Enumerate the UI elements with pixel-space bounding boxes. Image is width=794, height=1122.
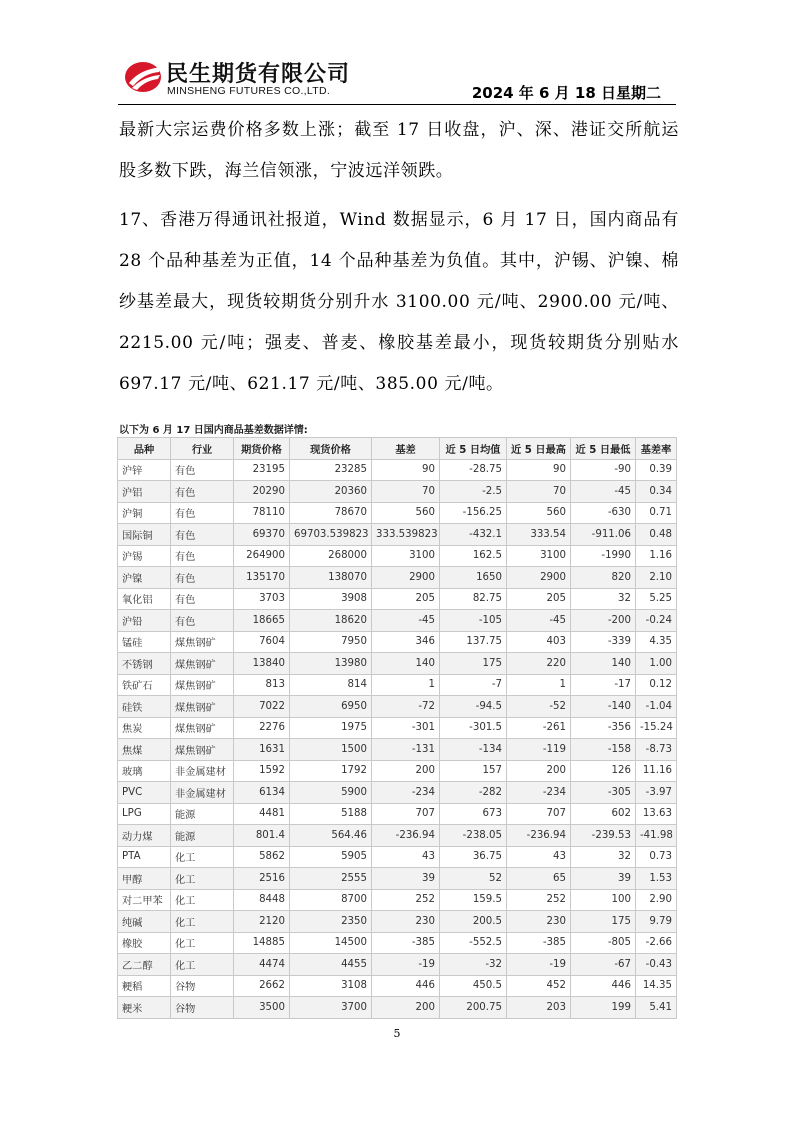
- cell-basis: 346: [372, 631, 440, 653]
- cell-futures-price: 18665: [234, 610, 290, 632]
- cell-spot-price: 13980: [290, 653, 372, 675]
- cell-5day-avg: -134: [440, 739, 507, 761]
- cell-variety: 甲醇: [118, 868, 171, 890]
- cell-5day-high: 65: [507, 868, 571, 890]
- cell-variety: 纯碱: [118, 911, 171, 933]
- cell-5day-avg: -32: [440, 954, 507, 976]
- cell-basis-rate: -8.73: [636, 739, 677, 761]
- cell-5day-high: -385: [507, 932, 571, 954]
- cell-variety: 锰硅: [118, 631, 171, 653]
- cell-basis: 333.539823: [372, 524, 440, 546]
- cell-spot-price: 564.46: [290, 825, 372, 847]
- cell-basis-rate: 5.25: [636, 588, 677, 610]
- cell-basis-rate: 9.79: [636, 911, 677, 933]
- cell-basis: 3100: [372, 545, 440, 567]
- cell-5day-low: -805: [571, 932, 636, 954]
- cell-futures-price: 69370: [234, 524, 290, 546]
- cell-5day-high: 2900: [507, 567, 571, 589]
- cell-5day-low: 140: [571, 653, 636, 675]
- cell-spot-price: 138070: [290, 567, 372, 589]
- cell-5day-low: -67: [571, 954, 636, 976]
- cell-5day-low: -1990: [571, 545, 636, 567]
- cell-basis: 446: [372, 975, 440, 997]
- cell-variety: 沪铜: [118, 502, 171, 524]
- cell-futures-price: 813: [234, 674, 290, 696]
- cell-5day-low: -17: [571, 674, 636, 696]
- table-row: [118, 889, 677, 911]
- cell-industry: 有色: [171, 459, 234, 481]
- cell-basis-rate: -1.04: [636, 696, 677, 718]
- cell-5day-avg: 52: [440, 868, 507, 890]
- cell-futures-price: 2516: [234, 868, 290, 890]
- cell-spot-price: 3700: [290, 997, 372, 1019]
- cell-industry: 化工: [171, 954, 234, 976]
- cell-5day-avg: 137.75: [440, 631, 507, 653]
- cell-variety: 氧化铝: [118, 588, 171, 610]
- table-row: [118, 588, 677, 610]
- col-header-basis-rate: 基差率: [636, 438, 677, 460]
- cell-5day-avg: 162.5: [440, 545, 507, 567]
- cell-5day-low: 100: [571, 889, 636, 911]
- cell-5day-low: -140: [571, 696, 636, 718]
- table-row: [118, 782, 677, 804]
- cell-industry: 有色: [171, 567, 234, 589]
- cell-5day-high: -119: [507, 739, 571, 761]
- table-row: [118, 932, 677, 954]
- table-row: [118, 739, 677, 761]
- cell-basis: -236.94: [372, 825, 440, 847]
- cell-industry: 煤焦钢矿: [171, 653, 234, 675]
- header-divider: [118, 104, 676, 105]
- table-row: [118, 545, 677, 567]
- cell-5day-avg: 1650: [440, 567, 507, 589]
- table-row: [118, 481, 677, 503]
- cell-basis-rate: -0.43: [636, 954, 677, 976]
- cell-spot-price: 268000: [290, 545, 372, 567]
- cell-variety: 焦煤: [118, 739, 171, 761]
- cell-5day-avg: 82.75: [440, 588, 507, 610]
- cell-basis: 43: [372, 846, 440, 868]
- cell-basis: 252: [372, 889, 440, 911]
- col-header-5day-low: 近 5 日最低: [571, 438, 636, 460]
- cell-5day-high: -45: [507, 610, 571, 632]
- table-row: [118, 610, 677, 632]
- cell-basis: 200: [372, 997, 440, 1019]
- cell-basis-rate: 0.12: [636, 674, 677, 696]
- cell-futures-price: 2662: [234, 975, 290, 997]
- cell-basis: -301: [372, 717, 440, 739]
- col-header-variety: 品种: [118, 438, 171, 460]
- cell-variety: PVC: [118, 782, 171, 804]
- cell-variety: PTA: [118, 846, 171, 868]
- table-row: [118, 653, 677, 675]
- cell-basis: -19: [372, 954, 440, 976]
- cell-basis: 707: [372, 803, 440, 825]
- cell-basis-rate: 1.16: [636, 545, 677, 567]
- cell-futures-price: 7604: [234, 631, 290, 653]
- table-row: [118, 696, 677, 718]
- cell-industry: 能源: [171, 803, 234, 825]
- cell-basis-rate: 5.41: [636, 997, 677, 1019]
- cell-5day-avg: 450.5: [440, 975, 507, 997]
- cell-variety: 沪镍: [118, 567, 171, 589]
- cell-futures-price: 4474: [234, 954, 290, 976]
- cell-futures-price: 13840: [234, 653, 290, 675]
- cell-5day-avg: 200.75: [440, 997, 507, 1019]
- cell-industry: 化工: [171, 846, 234, 868]
- cell-5day-avg: -28.75: [440, 459, 507, 481]
- cell-spot-price: 23285: [290, 459, 372, 481]
- cell-basis-rate: 4.35: [636, 631, 677, 653]
- table-row: [118, 997, 677, 1019]
- cell-spot-price: 7950: [290, 631, 372, 653]
- cell-5day-avg: -282: [440, 782, 507, 804]
- table-row: [118, 631, 677, 653]
- cell-5day-avg: 157: [440, 760, 507, 782]
- cell-basis: 90: [372, 459, 440, 481]
- cell-5day-high: -261: [507, 717, 571, 739]
- cell-variety: 焦炭: [118, 717, 171, 739]
- cell-5day-low: -356: [571, 717, 636, 739]
- cell-basis: -385: [372, 932, 440, 954]
- cell-variety: 动力煤: [118, 825, 171, 847]
- cell-basis-rate: 2.10: [636, 567, 677, 589]
- cell-basis: 560: [372, 502, 440, 524]
- cell-basis-rate: 11.16: [636, 760, 677, 782]
- cell-basis: -45: [372, 610, 440, 632]
- table-header-row: [118, 438, 677, 460]
- cell-basis-rate: 13.63: [636, 803, 677, 825]
- cell-basis: 70: [372, 481, 440, 503]
- cell-basis-rate: -41.98: [636, 825, 677, 847]
- cell-5day-avg: -105: [440, 610, 507, 632]
- cell-basis-rate: 14.35: [636, 975, 677, 997]
- cell-industry: 煤焦钢矿: [171, 696, 234, 718]
- cell-futures-price: 801.4: [234, 825, 290, 847]
- minsheng-logo-icon: [123, 57, 163, 95]
- cell-5day-avg: -552.5: [440, 932, 507, 954]
- cell-5day-avg: -301.5: [440, 717, 507, 739]
- cell-basis: -72: [372, 696, 440, 718]
- cell-industry: 化工: [171, 889, 234, 911]
- cell-industry: 谷物: [171, 997, 234, 1019]
- cell-variety: 乙二醇: [118, 954, 171, 976]
- cell-5day-high: -52: [507, 696, 571, 718]
- cell-industry: 非金属建材: [171, 782, 234, 804]
- col-header-futures-price: 期货价格: [234, 438, 290, 460]
- cell-spot-price: 3908: [290, 588, 372, 610]
- cell-futures-price: 264900: [234, 545, 290, 567]
- cell-futures-price: 3500: [234, 997, 290, 1019]
- cell-5day-high: 200: [507, 760, 571, 782]
- table-row: [118, 803, 677, 825]
- cell-spot-price: 2350: [290, 911, 372, 933]
- cell-basis: 39: [372, 868, 440, 890]
- cell-5day-low: 32: [571, 846, 636, 868]
- page-number: 5: [393, 1027, 401, 1040]
- cell-5day-high: 333.54: [507, 524, 571, 546]
- cell-variety: 沪锌: [118, 459, 171, 481]
- cell-spot-price: 14500: [290, 932, 372, 954]
- cell-basis-rate: 0.73: [636, 846, 677, 868]
- cell-variety: LPG: [118, 803, 171, 825]
- cell-industry: 有色: [171, 545, 234, 567]
- cell-basis-rate: 1.00: [636, 653, 677, 675]
- cell-5day-high: 70: [507, 481, 571, 503]
- table-row: [118, 846, 677, 868]
- paragraph-shipping: 最新大宗运费价格多数上涨；截至 17 日收盘，沪、深、港证交所航运股多数下跌，海兰信领涨，宁波远洋领跌。: [119, 120, 679, 181]
- cell-spot-price: 2555: [290, 868, 372, 890]
- cell-5day-high: 452: [507, 975, 571, 997]
- table-row: [118, 760, 677, 782]
- cell-basis-rate: 1.53: [636, 868, 677, 890]
- cell-basis: 200: [372, 760, 440, 782]
- cell-industry: 有色: [171, 524, 234, 546]
- cell-industry: 化工: [171, 932, 234, 954]
- cell-basis-rate: 0.48: [636, 524, 677, 546]
- cell-industry: 有色: [171, 610, 234, 632]
- cell-5day-low: -90: [571, 459, 636, 481]
- cell-5day-high: -234: [507, 782, 571, 804]
- cell-futures-price: 2276: [234, 717, 290, 739]
- cell-futures-price: 3703: [234, 588, 290, 610]
- cell-spot-price: 18620: [290, 610, 372, 632]
- cell-futures-price: 6134: [234, 782, 290, 804]
- cell-spot-price: 5905: [290, 846, 372, 868]
- cell-variety: 橡胶: [118, 932, 171, 954]
- cell-basis: 2900: [372, 567, 440, 589]
- cell-industry: 煤焦钢矿: [171, 674, 234, 696]
- cell-5day-avg: -238.05: [440, 825, 507, 847]
- cell-spot-price: 3108: [290, 975, 372, 997]
- cell-5day-high: 90: [507, 459, 571, 481]
- cell-5day-high: 3100: [507, 545, 571, 567]
- table-body: [118, 459, 677, 1018]
- cell-5day-low: -911.06: [571, 524, 636, 546]
- cell-variety: 沪铝: [118, 481, 171, 503]
- cell-basis-rate: -3.97: [636, 782, 677, 804]
- cell-variety: 对二甲苯: [118, 889, 171, 911]
- company-name-cn: 民生期货有限公司: [166, 62, 351, 87]
- cell-industry: 有色: [171, 588, 234, 610]
- cell-industry: 化工: [171, 911, 234, 933]
- col-header-5day-high: 近 5 日最高: [507, 438, 571, 460]
- cell-industry: 煤焦钢矿: [171, 631, 234, 653]
- cell-futures-price: 14885: [234, 932, 290, 954]
- cell-basis: 230: [372, 911, 440, 933]
- cell-variety: 不锈钢: [118, 653, 171, 675]
- cell-5day-avg: 175: [440, 653, 507, 675]
- cell-spot-price: 1500: [290, 739, 372, 761]
- cell-5day-avg: 36.75: [440, 846, 507, 868]
- table-row: [118, 954, 677, 976]
- cell-basis-rate: -0.24: [636, 610, 677, 632]
- cell-5day-avg: -432.1: [440, 524, 507, 546]
- cell-futures-price: 78110: [234, 502, 290, 524]
- table-row: [118, 825, 677, 847]
- cell-spot-price: 1792: [290, 760, 372, 782]
- cell-basis-rate: 0.34: [636, 481, 677, 503]
- cell-basis: 140: [372, 653, 440, 675]
- cell-spot-price: 20360: [290, 481, 372, 503]
- cell-5day-low: 39: [571, 868, 636, 890]
- cell-5day-high: 205: [507, 588, 571, 610]
- cell-variety: 铁矿石: [118, 674, 171, 696]
- cell-industry: 煤焦钢矿: [171, 739, 234, 761]
- cell-futures-price: 7022: [234, 696, 290, 718]
- cell-basis-rate: 0.71: [636, 502, 677, 524]
- cell-variety: 玻璃: [118, 760, 171, 782]
- cell-5day-high: 43: [507, 846, 571, 868]
- cell-5day-avg: 200.5: [440, 911, 507, 933]
- cell-industry: 有色: [171, 481, 234, 503]
- cell-5day-low: -200: [571, 610, 636, 632]
- cell-5day-low: -239.53: [571, 825, 636, 847]
- cell-basis-rate: -15.24: [636, 717, 677, 739]
- cell-industry: 有色: [171, 502, 234, 524]
- cell-5day-avg: 673: [440, 803, 507, 825]
- cell-5day-high: 230: [507, 911, 571, 933]
- cell-variety: 粳稻: [118, 975, 171, 997]
- table-caption: 以下为 6 月 17 日国内商品基差数据详情:: [119, 425, 308, 436]
- cell-5day-low: 820: [571, 567, 636, 589]
- cell-futures-price: 135170: [234, 567, 290, 589]
- table-row: [118, 502, 677, 524]
- cell-basis: -131: [372, 739, 440, 761]
- cell-5day-low: -630: [571, 502, 636, 524]
- cell-spot-price: 814: [290, 674, 372, 696]
- cell-basis: 205: [372, 588, 440, 610]
- cell-5day-high: 220: [507, 653, 571, 675]
- cell-spot-price: 4455: [290, 954, 372, 976]
- cell-basis: 1: [372, 674, 440, 696]
- table-row: [118, 459, 677, 481]
- cell-5day-high: 403: [507, 631, 571, 653]
- cell-spot-price: 5188: [290, 803, 372, 825]
- cell-industry: 煤焦钢矿: [171, 717, 234, 739]
- cell-5day-high: 707: [507, 803, 571, 825]
- cell-futures-price: 1631: [234, 739, 290, 761]
- paragraph-basis-summary: 17、香港万得通讯社报道，Wind 数据显示，6 月 17 日，国内商品有 28 个品种基差为正值，14 个品种基差为负值。其中，沪锡、沪镍、棉纱基差最大，现货较期货分别升水 3100.00 元/吨、2900.00 元/吨、2215.00 元/吨；强麦、普麦、橡胶基差最小，现货较期货分别贴水 697.17 元/吨、621.17 元/吨、385.00 元/吨。: [119, 210, 679, 394]
- cell-5day-low: 175: [571, 911, 636, 933]
- cell-5day-high: 203: [507, 997, 571, 1019]
- cell-spot-price: 6950: [290, 696, 372, 718]
- cell-spot-price: 8700: [290, 889, 372, 911]
- cell-5day-low: -158: [571, 739, 636, 761]
- table-row: [118, 911, 677, 933]
- cell-5day-avg: -7: [440, 674, 507, 696]
- cell-basis-rate: 0.39: [636, 459, 677, 481]
- cell-spot-price: 78670: [290, 502, 372, 524]
- cell-variety: 硅铁: [118, 696, 171, 718]
- cell-industry: 谷物: [171, 975, 234, 997]
- col-header-spot-price: 现货价格: [290, 438, 372, 460]
- table-row: [118, 975, 677, 997]
- cell-5day-low: -339: [571, 631, 636, 653]
- col-header-basis: 基差: [372, 438, 440, 460]
- table-row: [118, 868, 677, 890]
- cell-spot-price: 1975: [290, 717, 372, 739]
- cell-industry: 非金属建材: [171, 760, 234, 782]
- cell-5day-high: 560: [507, 502, 571, 524]
- company-logo: [123, 55, 363, 100]
- cell-5day-low: -45: [571, 481, 636, 503]
- cell-5day-avg: -2.5: [440, 481, 507, 503]
- cell-futures-price: 5862: [234, 846, 290, 868]
- cell-basis-rate: 2.90: [636, 889, 677, 911]
- cell-futures-price: 23195: [234, 459, 290, 481]
- cell-basis-rate: -2.66: [636, 932, 677, 954]
- cell-industry: 能源: [171, 825, 234, 847]
- cell-5day-avg: 159.5: [440, 889, 507, 911]
- cell-5day-high: -19: [507, 954, 571, 976]
- cell-5day-low: -305: [571, 782, 636, 804]
- cell-basis: -234: [372, 782, 440, 804]
- cell-variety: 国际铜: [118, 524, 171, 546]
- cell-spot-price: 69703.539823: [290, 524, 372, 546]
- cell-variety: 粳米: [118, 997, 171, 1019]
- cell-futures-price: 2120: [234, 911, 290, 933]
- cell-5day-low: 32: [571, 588, 636, 610]
- table-row: [118, 674, 677, 696]
- col-header-5day-avg: 近 5 日均值: [440, 438, 507, 460]
- cell-spot-price: 5900: [290, 782, 372, 804]
- table-row: [118, 567, 677, 589]
- cell-futures-price: 1592: [234, 760, 290, 782]
- cell-futures-price: 4481: [234, 803, 290, 825]
- cell-5day-low: 602: [571, 803, 636, 825]
- cell-5day-high: 252: [507, 889, 571, 911]
- table-row: [118, 524, 677, 546]
- header-date: 2024 年 6 月 18 日星期二: [471, 84, 661, 102]
- table-row: [118, 717, 677, 739]
- basis-table: [117, 437, 677, 1019]
- cell-variety: 沪锡: [118, 545, 171, 567]
- cell-5day-avg: -94.5: [440, 696, 507, 718]
- cell-5day-avg: -156.25: [440, 502, 507, 524]
- cell-5day-high: -236.94: [507, 825, 571, 847]
- cell-5day-high: 1: [507, 674, 571, 696]
- company-name-en: MINSHENG FUTURES CO.,LTD.: [167, 85, 331, 97]
- cell-industry: 化工: [171, 868, 234, 890]
- cell-5day-low: 199: [571, 997, 636, 1019]
- col-header-industry: 行业: [171, 438, 234, 460]
- cell-5day-low: 446: [571, 975, 636, 997]
- cell-5day-low: 126: [571, 760, 636, 782]
- cell-variety: 沪铅: [118, 610, 171, 632]
- cell-futures-price: 8448: [234, 889, 290, 911]
- cell-futures-price: 20290: [234, 481, 290, 503]
